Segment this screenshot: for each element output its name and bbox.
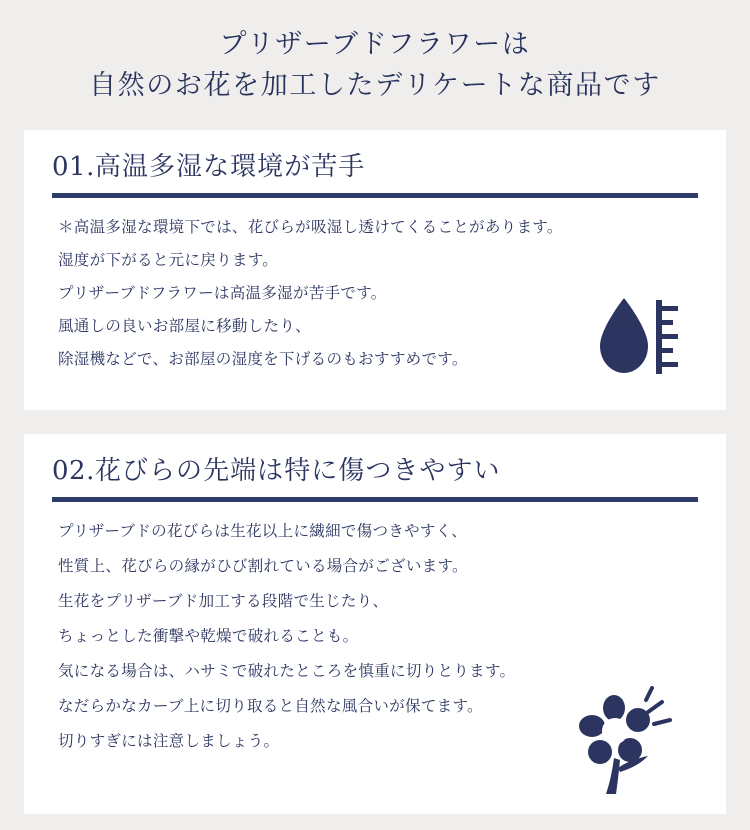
section-2-line-5: 気になる場合は、ハサミで破れたところを慎重に切りとります。	[58, 662, 516, 681]
section-1-line-1: ＊高温多湿な環境下では、花びらが吸湿し透けてくることがあります。	[58, 218, 563, 237]
section-2-line-6: なだらかなカーブ上に切り取ると自然な風合いが保てます。	[58, 697, 483, 716]
section-2-line-4: ちょっとした衝撃や乾燥で破れることも。	[58, 627, 359, 646]
page-title-line-1: プリザーブドフラワーは	[219, 29, 531, 60]
section-2-line-1: プリザーブドの花びらは生花以上に繊細で傷つきやすく、	[58, 522, 468, 541]
page-title	[0, 0, 750, 106]
section-1-body	[24, 198, 726, 370]
section-2-header	[24, 434, 726, 487]
section-2-line-2: 性質上、花びらの縁がひび割れている場合がございます。	[58, 557, 468, 576]
section-2-title	[52, 450, 698, 487]
section-1-line-4: 風通しの良いお部屋に移動したり、	[58, 317, 311, 336]
section-1-title	[52, 146, 698, 183]
section-1-header	[24, 130, 726, 183]
section-2-title-text: 花びらの先端は特に傷つきやすい	[94, 456, 501, 487]
section-1-line-5: 除湿機などで、お部屋の湿度を下げるのもおすすめです。	[58, 350, 468, 369]
page-title-line-2: 自然のお花を加工したデリケートな商品です	[89, 70, 661, 102]
section-card-2	[24, 434, 726, 814]
section-2-line-7: 切りすぎには注意しましょう。	[58, 732, 280, 751]
section-1-line-3: プリザーブドフラワーは高温多湿が苦手です。	[58, 284, 387, 303]
section-2-line-3: 生花をプリザーブド加工する段階で生じたり、	[58, 592, 389, 611]
section-2-body	[24, 502, 726, 752]
section-2-number: 02.	[52, 456, 95, 487]
section-card-1	[24, 130, 726, 410]
section-1-number: 01.	[52, 152, 95, 183]
section-1-line-2: 湿度が下がると元に戻ります。	[58, 251, 279, 270]
section-1-title-text: 高温多湿な環境が苦手	[94, 152, 366, 183]
